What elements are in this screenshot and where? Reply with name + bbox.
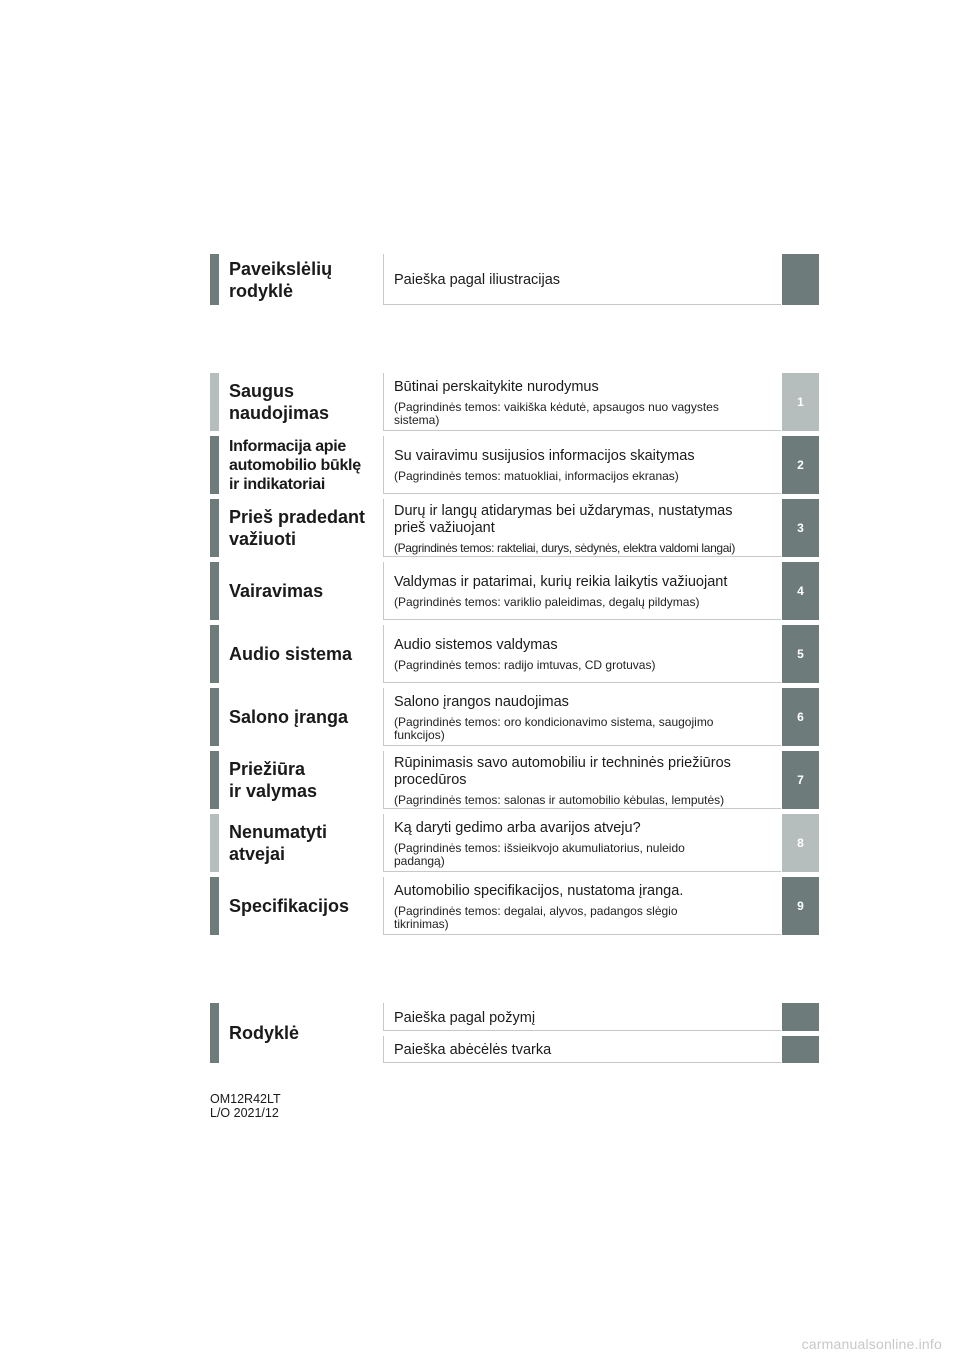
section-row-7[interactable] — [210, 751, 819, 809]
section-description: Būtinai perskaitykite nurodymus (Pagrindinės temos: vaikiška kėdutė, apsaugos nuo vagystes sistema) — [383, 373, 781, 431]
section-description: Durų ir langų atidarymas bei uždarymas, nustatymas prieš važiuojant (Pagrindinės temos: rakteliai, durys, sėdynės, elektra valdomi langai) — [383, 499, 781, 557]
section-title: Nenumatyti atvejai — [229, 822, 328, 864]
section-tab-number[interactable]: 8 — [782, 814, 819, 872]
section-row-5[interactable] — [210, 625, 819, 683]
index-item-description: Paieška abėcėlės tvarka — [383, 1036, 781, 1063]
section-tab — [782, 1036, 819, 1063]
section-tab-number[interactable]: 4 — [782, 562, 819, 620]
section-tab-number[interactable]: 6 — [782, 688, 819, 746]
section-bar — [210, 436, 219, 494]
section-title: Audio sistema — [229, 644, 353, 664]
section-tab — [782, 1003, 819, 1031]
section-tab-number[interactable]: 7 — [782, 751, 819, 809]
section-bar — [210, 814, 219, 872]
section-description: Su vairavimu susijusios informacijos skaitymas (Pagrindinės temos: matuokliai, informacijos ekranas) — [383, 436, 781, 494]
index-item-features[interactable] — [210, 1003, 819, 1031]
section-description: Salono įrangos naudojimas (Pagrindinės temos: oro kondicionavimo sistema, saugojimo funkcijos) — [383, 688, 781, 746]
section-title: Rodyklė — [229, 1023, 300, 1043]
section-description: Automobilio specifikacijos, nustatoma įranga. (Pagrindinės temos: degalai, alyvos, padangos slėgio tikrinimas) — [383, 877, 781, 935]
section-title: Specifikacijos — [229, 896, 350, 916]
section-tab-number[interactable]: 1 — [782, 373, 819, 431]
section-row-2[interactable] — [210, 436, 819, 494]
section-bar — [210, 373, 219, 431]
section-row-9[interactable] — [210, 877, 819, 935]
document-code: OM12R42LT — [210, 1092, 281, 1106]
section-title: Priežiūra ir valymas — [229, 759, 318, 801]
document-date: L/O 2021/12 — [210, 1106, 279, 1120]
document-footer — [210, 1092, 281, 1120]
section-tab-number[interactable]: 9 — [782, 877, 819, 935]
section-bar — [210, 499, 219, 557]
section-description: Rūpinimasis savo automobiliu ir techninės priežiūros procedūros (Pagrindinės temos: salonas ir automobilio kėbulas, lemputės) — [383, 751, 781, 809]
section-row-6[interactable] — [210, 688, 819, 746]
section-bar — [210, 751, 219, 809]
section-tab-number[interactable]: 5 — [782, 625, 819, 683]
section-row-1[interactable] — [210, 373, 819, 431]
section-description: Audio sistemos valdymas (Pagrindinės temos: radijo imtuvas, CD grotuvas) — [383, 625, 781, 683]
section-description: Valdymas ir patarimai, kurių reikia laikytis važiuojant (Pagrindinės temos: variklio paleidimas, degalų pildymas) — [383, 562, 781, 620]
section-bar — [210, 877, 219, 935]
section-description: Ką daryti gedimo arba avarijos atveju? (Pagrindinės temos: išsieikvojo akumuliatorius, nuleido padangą) — [383, 814, 781, 872]
pictorial-index-row[interactable] — [210, 254, 819, 305]
section-tab-number[interactable]: 3 — [782, 499, 819, 557]
section-title: Salono įranga — [229, 707, 349, 727]
section-row-4[interactable] — [210, 562, 819, 620]
section-tab-number[interactable]: 2 — [782, 436, 819, 494]
section-bar — [210, 254, 219, 305]
section-bar — [210, 562, 219, 620]
index-item-alphabetical[interactable] — [210, 1036, 819, 1063]
watermark: carmanualsonline.info — [801, 1336, 942, 1352]
section-row-8[interactable] — [210, 814, 819, 872]
section-title: Saugus naudojimas — [229, 381, 330, 423]
section-description: Paieška pagal iliustracijas — [383, 254, 781, 305]
index-item-description: Paieška pagal požymį — [383, 1003, 781, 1031]
section-row-3[interactable] — [210, 499, 819, 557]
section-bar — [210, 688, 219, 746]
section-tab — [782, 254, 819, 305]
section-title: Paveikslėlių rodyklė — [229, 258, 333, 301]
section-title: Vairavimas — [229, 581, 324, 601]
section-bar — [210, 625, 219, 683]
section-title: Prieš pradedant važiuoti — [229, 507, 366, 549]
section-title: Informacija apie automobilio būklę ir indikatoriai — [229, 437, 361, 493]
